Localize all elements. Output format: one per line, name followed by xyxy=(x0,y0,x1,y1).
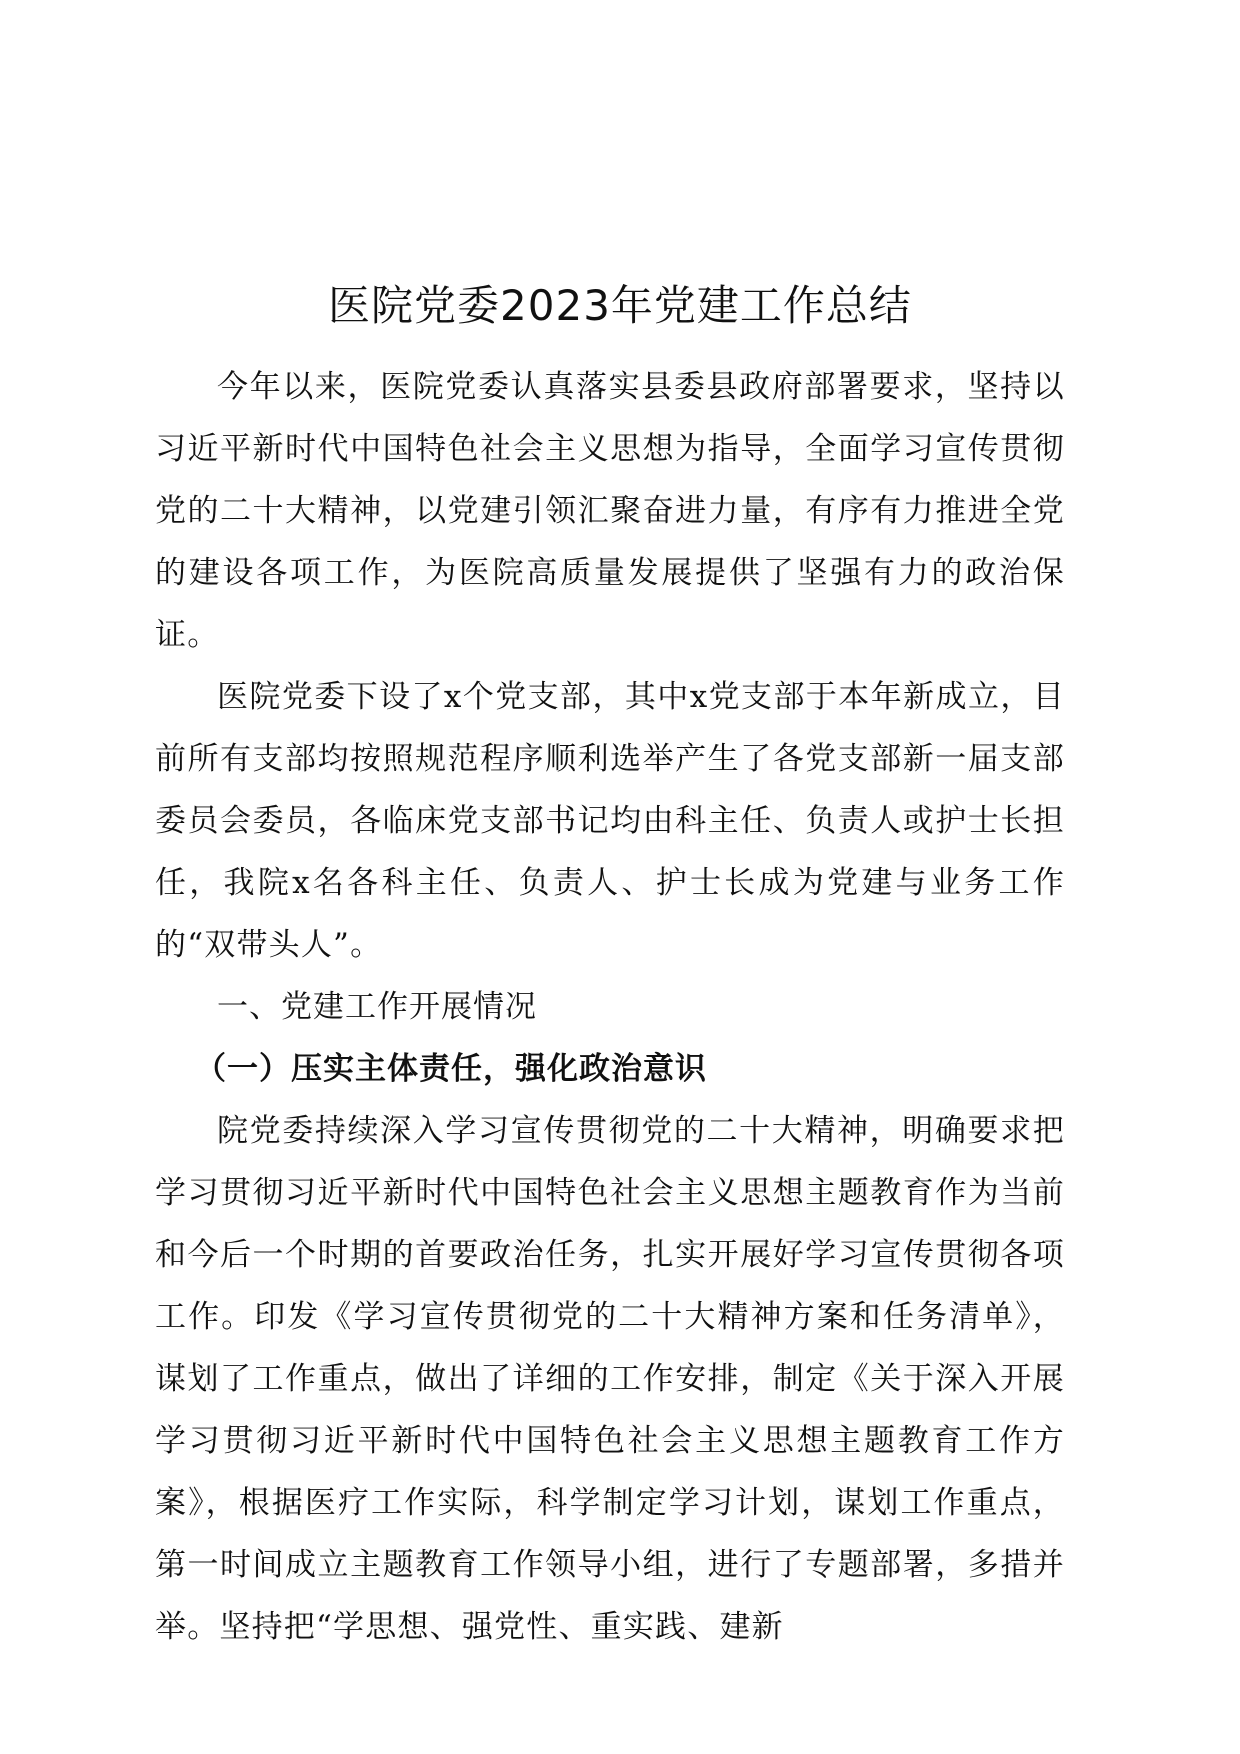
subsection-heading: （一）压实主体责任，强化政治意识 xyxy=(195,1051,707,1087)
document-body xyxy=(155,356,1065,1658)
section-heading: 一、党建工作开展情况 xyxy=(217,989,537,1025)
paragraph-study: 院党委持续深入学习宣传贯彻党的二十大精神，明确要求把学习贯彻习近平新时代中国特色社会主义思想主题教育作为当前和今后一个时期的首要政治任务，扎实开展好学习宣传贯彻各项工作。印发《学习宣传贯彻党的二十大精神方案和任务清单》，谋划了工作重点，做出了详细的工作安排，制定《关于深入开展学习贯彻习近平新时代中国特色社会主义思想主题教育工作方案》，根据医疗工作实际，科学制定学习计划，谋划工作重点，第一时间成立主题教育工作领导小组，进行了专题部署，多措并举。坚持把“学思想、强党性、重实践、建新 xyxy=(155,1113,1065,1645)
document-title: 医院党委2023年党建工作总结 xyxy=(328,281,912,330)
paragraph-intro: 今年以来，医院党委认真落实县委县政府部署要求，坚持以习近平新时代中国特色社会主义思想为指导，全面学习宣传贯彻党的二十大精神，以党建引领汇聚奋进力量，有序有力推进全党的建设各项工作，为医院高质量发展提供了坚强有力的政治保证。 xyxy=(155,369,1065,653)
paragraph-branches: 医院党委下设了x个党支部，其中x党支部于本年新成立，目前所有支部均按照规范程序顺利选举产生了各党支部新一届支部委员会委员，各临床党支部书记均由科主任、负责人或护士长担任，我院x名各科主任、负责人、护士长成为党建与业务工作的“双带头人”。 xyxy=(155,679,1065,963)
